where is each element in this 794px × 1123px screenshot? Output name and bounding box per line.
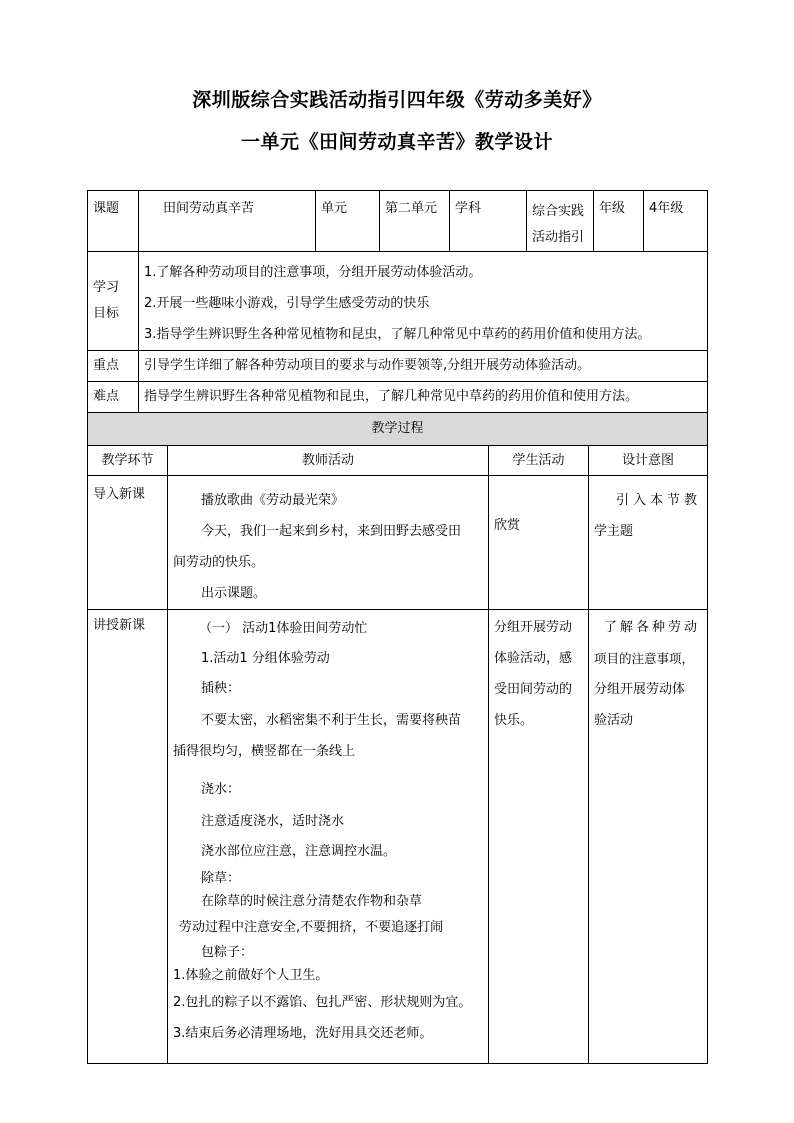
teacher-line: 间劳动的快乐。 — [173, 555, 265, 570]
teacher-line: 在除草的时候注意分清楚农作物和杂草 — [201, 894, 423, 909]
student-line: 受田间劳动的 — [494, 682, 573, 697]
teacher-line: 插得很均匀，横竖都在一条线上 — [173, 744, 356, 759]
topic-label: 课题 — [88, 191, 139, 252]
intent-line: 引入本节教 — [616, 493, 702, 508]
process-section-title: 教学过程 — [88, 413, 708, 446]
header-intent: 设计意图 — [589, 446, 708, 476]
header-student: 学生活动 — [489, 446, 589, 476]
stage-intro: 导入新课 — [88, 476, 168, 610]
unit-label: 单元 — [316, 191, 380, 252]
difficulty-label: 难点 — [88, 382, 139, 413]
intent-new-lesson — [589, 610, 708, 1064]
student-intro: 欣赏 — [489, 476, 589, 610]
student-line: 快乐。 — [494, 713, 534, 728]
subject-value-line1: 综合实践 — [532, 204, 585, 219]
teacher-line: 不要太密，水稻密集不利于生长，需要将秧苗 — [201, 713, 462, 728]
difficulty-text: 指导学生辨识野生各种常见植物和昆虫，了解几种常见中草药的药用价值和使用方法。 — [139, 382, 708, 413]
teacher-line: 劳动过程中注意安全,不要拥挤，不要追逐打闹 — [179, 920, 444, 935]
intent-intro — [589, 476, 708, 610]
student-new-lesson — [489, 610, 589, 1064]
key-point-label: 重点 — [88, 351, 139, 382]
intent-line: 分组开展劳动体 — [594, 682, 686, 697]
teacher-line: 注意适度浇水，适时浇水 — [201, 814, 345, 829]
teacher-line: 2.包扎的粽子以不露馅、包扎严密、形状规则为宜。 — [173, 995, 472, 1010]
goals-label — [88, 252, 139, 351]
info-table — [87, 190, 708, 413]
student-line: 分组开展劳动 — [494, 620, 573, 635]
document-title-line2: 一单元《田间劳动真辛苦》教学设计 — [240, 131, 553, 153]
grade-label: 年级 — [594, 191, 644, 252]
teacher-line: 3.结束后务必清理场地，洗好用具交还老师。 — [173, 1026, 433, 1041]
topic-value: 田间劳动真辛苦 — [139, 191, 316, 252]
intent-line: 验活动 — [594, 713, 634, 728]
goal-item: 2.开展一些趣味小游戏，引导学生感受劳动的快乐 — [144, 296, 430, 311]
teacher-intro — [168, 476, 489, 610]
document-title-line1: 深圳版综合实践活动指引四年级《劳动多美好》 — [192, 89, 602, 111]
goals-label-line1: 学习 — [93, 280, 120, 295]
teacher-line: 1.活动1 分组体验劳动 — [201, 651, 330, 666]
subject-label: 学科 — [450, 191, 527, 252]
key-point-text: 引导学生详细了解各种劳动项目的要求与动作要领等,分组开展劳动体验活动。 — [139, 351, 708, 382]
goals-label-line2: 目标 — [93, 306, 120, 321]
goal-item: 3.指导学生辨识野生各种常见植物和昆虫，了解几种常见中草药的药用价值和使用方法。 — [144, 327, 651, 342]
intent-line: 了解各种劳动 — [604, 620, 701, 635]
teacher-line: 浇水： — [201, 782, 241, 797]
teacher-line: 浇水部位应注意，注意调控水温。 — [201, 844, 397, 859]
goal-item: 1.了解各种劳动项目的注意事项，分组开展劳动体验活动。 — [144, 265, 482, 280]
teacher-new-lesson — [168, 610, 489, 1064]
grade-value: 4年级 — [644, 191, 708, 252]
header-stage: 教学环节 — [88, 446, 168, 476]
header-teacher: 教师活动 — [168, 446, 489, 476]
teacher-line: 除草： — [201, 871, 241, 886]
subject-value-line2: 活动指引 — [532, 230, 585, 245]
unit-value: 第二单元 — [380, 191, 450, 252]
teacher-line: （一） 活动1体验田间劳动忙 — [199, 621, 368, 636]
teacher-line: 出示课题。 — [201, 586, 267, 601]
intent-line: 学主题 — [594, 524, 634, 539]
teacher-line: 1.体验之前做好个人卫生。 — [173, 968, 329, 983]
teacher-line: 插秧： — [201, 681, 241, 696]
stage-new-lesson: 讲授新课 — [88, 610, 168, 1064]
process-table — [87, 412, 708, 1064]
intent-line: 项目的注意事项， — [594, 651, 695, 666]
student-line: 体验活动，感 — [494, 651, 573, 666]
goals-list — [139, 252, 708, 351]
teacher-line: 播放歌曲《劳动最光荣》 — [201, 493, 345, 508]
subject-value — [527, 191, 594, 252]
teacher-line: 包粽子： — [201, 945, 254, 960]
teacher-line: 今天，我们一起来到乡村，来到田野去感受田 — [201, 524, 462, 539]
